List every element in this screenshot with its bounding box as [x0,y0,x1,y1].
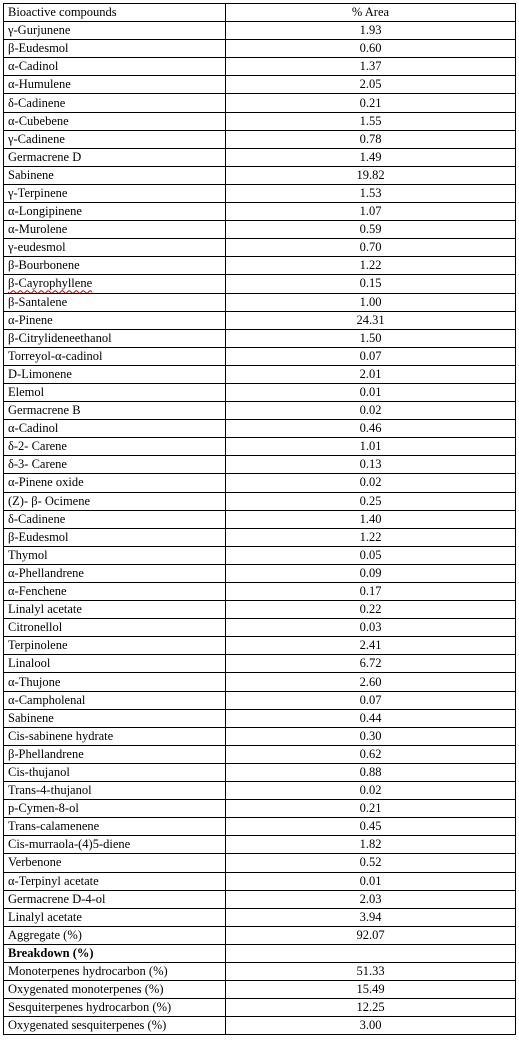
area-cell: 0.22 [226,601,516,619]
area-cell: 2.05 [226,76,516,94]
area-cell: 2.01 [226,365,516,383]
table-row [4,528,516,546]
compound-cell: Monoterpenes hydrocarbon (%) [4,962,226,980]
compound-cell: δ-Cadinene [4,510,226,528]
compound-cell: β-Eudesmol [4,528,226,546]
table-row [4,619,516,637]
area-cell: 1.40 [226,510,516,528]
area-cell: 0.46 [226,420,516,438]
table-body [4,4,516,1035]
table-row [4,818,516,836]
compound-cell: Citronellol [4,619,226,637]
table-row [4,221,516,239]
compound-cell: Terpinolene [4,637,226,655]
table-row [4,890,516,908]
area-cell: 0.03 [226,619,516,637]
compound-cell: Verbenone [4,854,226,872]
area-cell: 0.21 [226,94,516,112]
table-row [4,148,516,166]
table-row [4,546,516,564]
area-cell: 0.21 [226,800,516,818]
compounds-table [3,3,516,1035]
compound-cell: Trans-4-thujanol [4,782,226,800]
table-row [4,655,516,673]
area-cell: 0.44 [226,709,516,727]
table-row [4,40,516,58]
area-cell: 1.93 [226,22,516,40]
table-row [4,22,516,40]
table-row [4,275,516,293]
compound-cell: Elemol [4,383,226,401]
area-cell: 0.30 [226,727,516,745]
table-row [4,981,516,999]
area-cell: 0.02 [226,782,516,800]
table-row [4,872,516,890]
compound-cell: Cis-murraola-(4)5-diene [4,836,226,854]
table-row [4,239,516,257]
compound-cell: β-Phellandrene [4,745,226,763]
table-row [4,130,516,148]
table-row [4,438,516,456]
area-cell: 0.45 [226,818,516,836]
area-cell: 1.07 [226,203,516,221]
area-cell: 12.25 [226,999,516,1017]
table-row [4,1017,516,1035]
area-cell: 3.94 [226,908,516,926]
table-row [4,293,516,311]
area-cell: 51.33 [226,962,516,980]
compound-cell: α-Pinene [4,311,226,329]
compound-cell: α-Cadinol [4,58,226,76]
compound-cell: γ-Gurjunene [4,22,226,40]
table-row [4,203,516,221]
area-cell: 0.25 [226,492,516,510]
area-cell: 0.07 [226,691,516,709]
table-row [4,836,516,854]
area-cell: 1.00 [226,293,516,311]
table-row [4,76,516,94]
breakdown-label: Breakdown (%) [4,944,226,962]
table-row [4,763,516,781]
compound-cell: Sabinene [4,709,226,727]
compound-cell: α-Humulene [4,76,226,94]
compound-cell: D-Limonene [4,365,226,383]
compound-cell: δ-2- Carene [4,438,226,456]
compound-cell: Sabinene [4,166,226,184]
area-cell: 24.31 [226,311,516,329]
compound-cell: α-Campholenal [4,691,226,709]
header-area: % Area [226,4,516,22]
area-cell: 1.01 [226,438,516,456]
compound-cell: γ-Terpinene [4,184,226,202]
area-cell: 0.15 [226,275,516,293]
breakdown-row [4,944,516,962]
area-cell: 0.70 [226,239,516,257]
compound-cell: Sesquiterpenes hydrocarbon (%) [4,999,226,1017]
table-row [4,456,516,474]
table-row [4,420,516,438]
header-compound: Bioactive compounds [4,4,226,22]
compound-cell: α-Terpinyl acetate [4,872,226,890]
table-row [4,564,516,582]
table-row [4,908,516,926]
area-cell: 1.50 [226,329,516,347]
area-cell: 1.22 [226,528,516,546]
table-row [4,727,516,745]
area-cell: 0.07 [226,347,516,365]
table-row [4,691,516,709]
area-cell: 15.49 [226,981,516,999]
area-cell: 19.82 [226,166,516,184]
table-row [4,347,516,365]
table-row [4,709,516,727]
area-cell: 1.49 [226,148,516,166]
compound-cell: α-Phellandrene [4,564,226,582]
area-cell: 0.09 [226,564,516,582]
area-cell: 0.88 [226,763,516,781]
compound-cell: Linalyl acetate [4,908,226,926]
table-row [4,402,516,420]
table-row [4,782,516,800]
area-cell: 0.13 [226,456,516,474]
table-row [4,673,516,691]
compound-cell: Oxygenated monoterpenes (%) [4,981,226,999]
table-row [4,365,516,383]
area-cell: 2.60 [226,673,516,691]
compound-cell: γ-Cadinene [4,130,226,148]
compound-cell: δ-Cadinene [4,94,226,112]
area-cell: 0.01 [226,383,516,401]
compound-cell: α-Longipinene [4,203,226,221]
compound-cell: δ-3- Carene [4,456,226,474]
compound-cell: Germacrene B [4,402,226,420]
compound-cell: Linalyl acetate [4,601,226,619]
breakdown-empty-cell [226,944,516,962]
table-row [4,329,516,347]
area-cell: 1.22 [226,257,516,275]
table-row [4,800,516,818]
compound-cell: Germacrene D [4,148,226,166]
compound-cell: Cis-thujanol [4,763,226,781]
table-row [4,94,516,112]
table-row [4,583,516,601]
compound-cell: α-Cubebene [4,112,226,130]
area-cell: 92.07 [226,926,516,944]
compound-cell: β-Santalene [4,293,226,311]
table-row [4,383,516,401]
table-row [4,999,516,1017]
table-row [4,58,516,76]
area-cell: 1.55 [226,112,516,130]
area-cell: 0.17 [226,583,516,601]
compound-cell: Aggregate (%) [4,926,226,944]
compound-cell: α-Thujone [4,673,226,691]
table-row [4,474,516,492]
table-row [4,926,516,944]
table-row [4,745,516,763]
area-cell: 1.82 [226,836,516,854]
area-cell: 1.53 [226,184,516,202]
compound-cell: β-Citrylideneethanol [4,329,226,347]
area-cell: 0.05 [226,546,516,564]
compound-cell: Torreyol-α-cadinol [4,347,226,365]
compound-cell: Linalool [4,655,226,673]
table-row [4,311,516,329]
compound-cell: Cis-sabinene hydrate [4,727,226,745]
header-row [4,4,516,22]
table-row [4,854,516,872]
area-cell: 0.02 [226,474,516,492]
table-row [4,637,516,655]
table-row [4,257,516,275]
compound-cell: γ-eudesmol [4,239,226,257]
table-row [4,962,516,980]
table-row [4,492,516,510]
table-row [4,184,516,202]
table-row [4,112,516,130]
compound-cell: Germacrene D-4-ol [4,890,226,908]
area-cell: 0.01 [226,872,516,890]
compound-cell: α-Pinene oxide [4,474,226,492]
area-cell: 0.78 [226,130,516,148]
area-cell: 0.02 [226,402,516,420]
compound-cell: β-Eudesmol [4,40,226,58]
table-row [4,510,516,528]
area-cell: 1.37 [226,58,516,76]
area-cell: 0.52 [226,854,516,872]
area-cell: 3.00 [226,1017,516,1035]
compound-cell: α-Murolene [4,221,226,239]
compound-cell: (Z)- β- Ocimene [4,492,226,510]
compound-cell: β-Cayrophyllene [4,275,226,293]
area-cell: 6.72 [226,655,516,673]
table-row [4,601,516,619]
compound-cell: α-Cadinol [4,420,226,438]
compound-cell: p-Cymen-8-ol [4,800,226,818]
compound-cell: α-Fenchene [4,583,226,601]
area-cell: 0.59 [226,221,516,239]
compound-cell: Oxygenated sesquiterpenes (%) [4,1017,226,1035]
compound-cell: Thymol [4,546,226,564]
area-cell: 0.62 [226,745,516,763]
area-cell: 2.03 [226,890,516,908]
compound-cell: Trans-calamenene [4,818,226,836]
area-cell: 2.41 [226,637,516,655]
table-row [4,166,516,184]
area-cell: 0.60 [226,40,516,58]
compound-cell: β-Bourbonene [4,257,226,275]
